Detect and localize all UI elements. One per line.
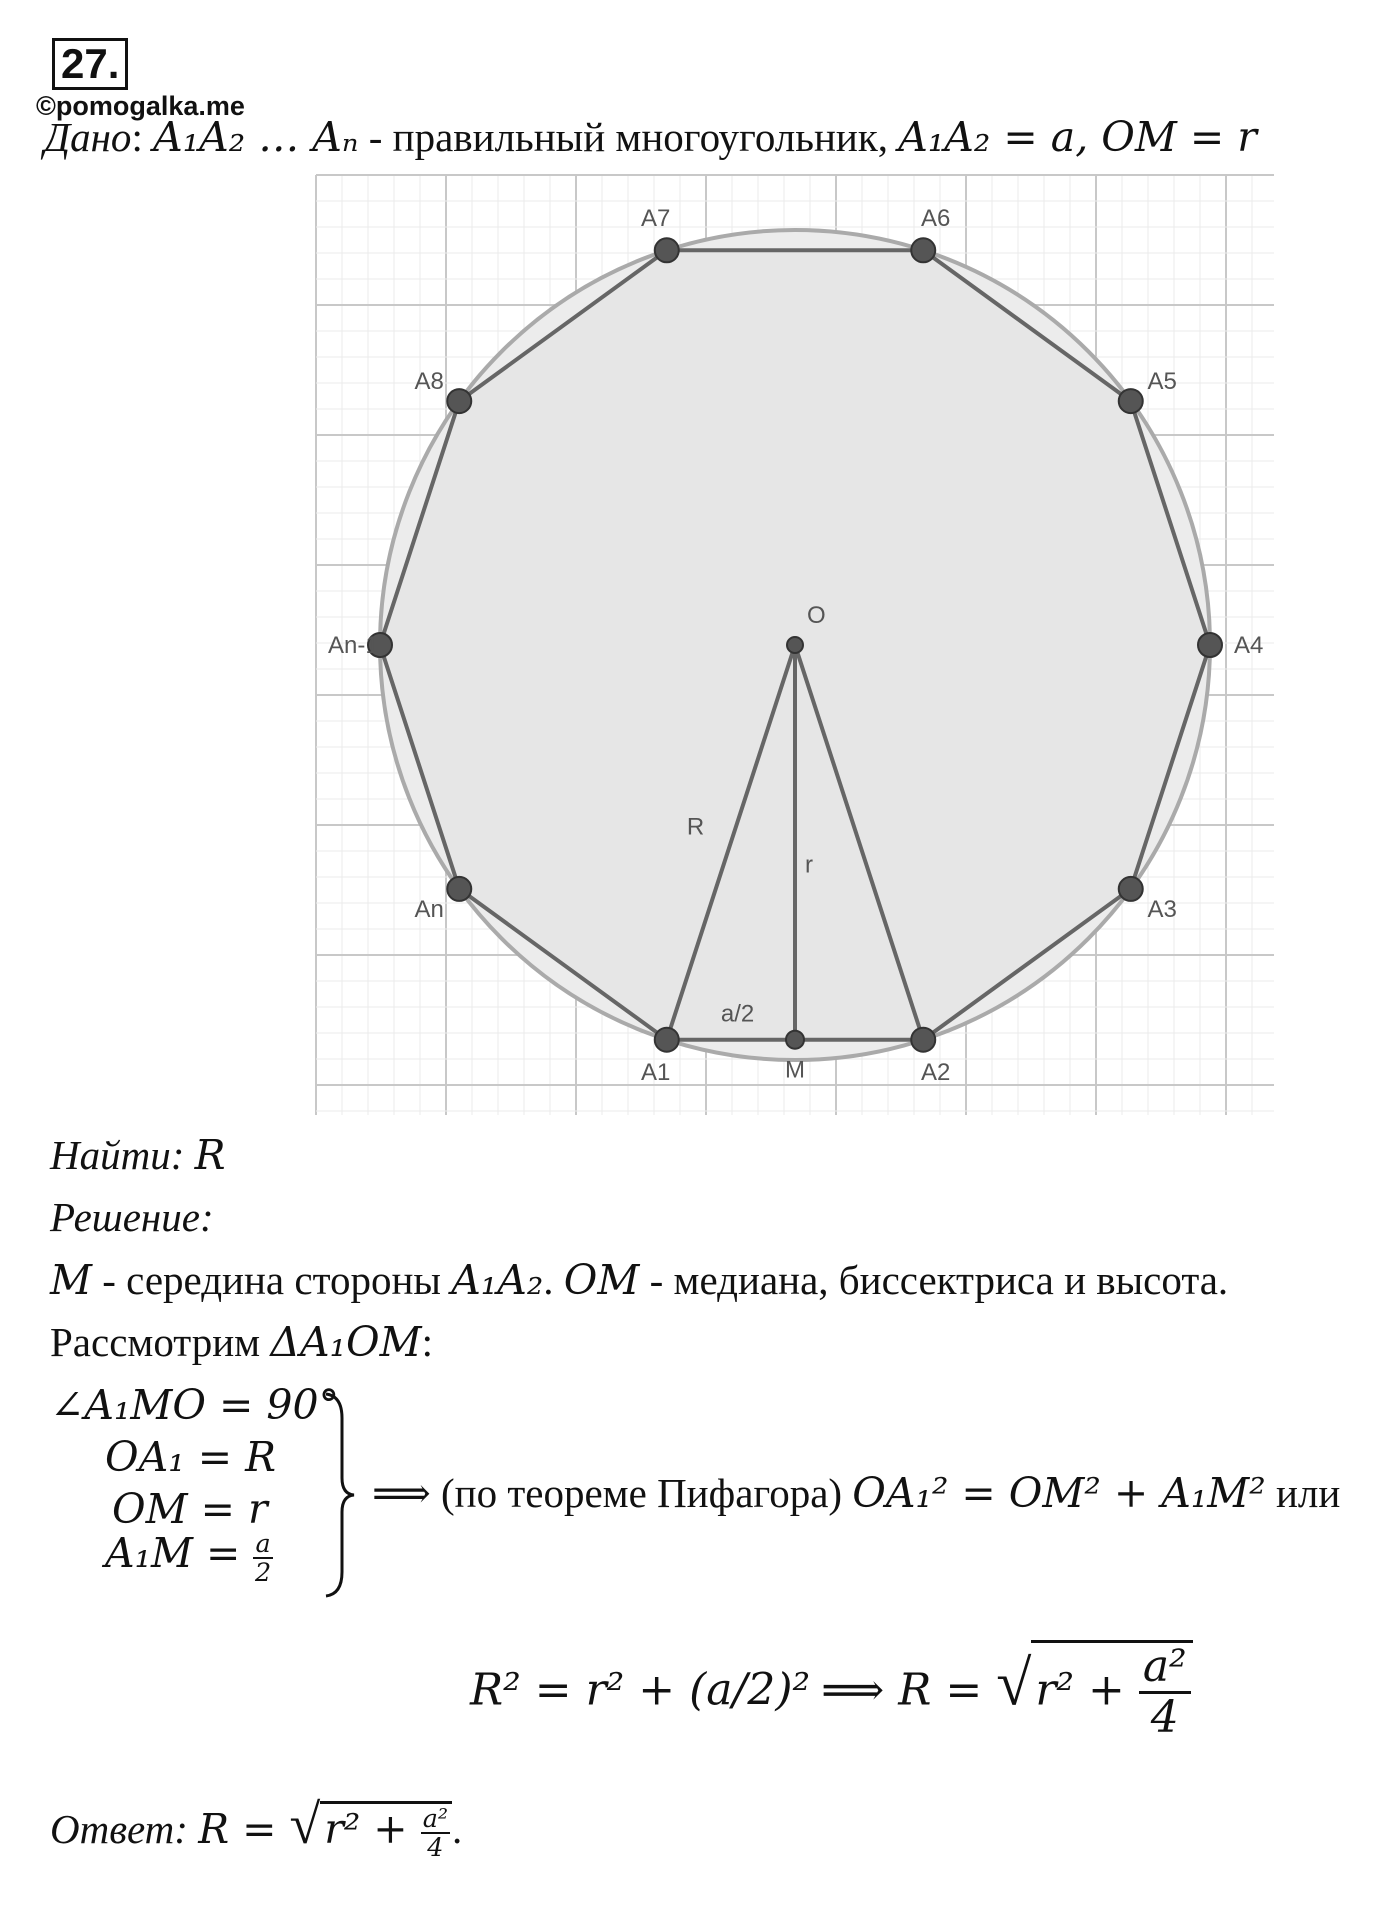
label-a-half: a/2 (720, 1000, 755, 1028)
vertex-label: An-1 (328, 632, 379, 659)
label-r: r (805, 851, 813, 879)
system-line-4 (105, 1528, 273, 1585)
fraction-a2: a² (1139, 1643, 1191, 1694)
system-line-3 (112, 1484, 268, 1534)
sqrt-sign: √ (996, 1647, 1032, 1719)
text-pythagoras: ⟹ (по теореме Пифагора) (372, 1470, 853, 1516)
find-line: Найти: R (50, 1131, 226, 1179)
answer-period: . (452, 1806, 463, 1852)
om-condition: OM = r (112, 1485, 268, 1533)
text-midpoint: - середина стороны (91, 1257, 452, 1303)
given-line: Дано: A₁A₂ … Aₙ - правильный многоугольник, A₁A₂ = a, OM = r (44, 113, 1257, 161)
radicand-r2: r² + (1035, 1664, 1139, 1716)
text-median: - медиана, биссектриса и высота. (639, 1257, 1229, 1303)
fraction-denominator: 2 (254, 1556, 272, 1587)
vertex-point (1119, 389, 1143, 413)
label-M: M (785, 1056, 805, 1084)
center-point (787, 637, 803, 653)
vertex-point (911, 1028, 935, 1052)
answer-fraction-num: a² (422, 1802, 449, 1833)
fraction-a-half (253, 1527, 272, 1587)
text-or: или (1265, 1470, 1341, 1516)
system-brace (322, 1390, 358, 1600)
given-polygon: A₁A₂ … Aₙ (153, 113, 359, 161)
vertex-label: A1 (641, 1059, 671, 1086)
vertex-point (655, 1028, 679, 1052)
text-consider: Рассмотрим (50, 1319, 271, 1365)
system-line-2 (105, 1432, 276, 1482)
solution-label: Решение (50, 1194, 200, 1240)
find-label: Найти (50, 1132, 171, 1178)
given-text: - правильный многоугольник, (358, 114, 899, 160)
vertex-label: A2 (921, 1059, 951, 1086)
equation-left: R² = r² + (a/2)² (470, 1664, 811, 1716)
vertex-point (447, 877, 471, 901)
midpoint-M (786, 1031, 804, 1049)
polygon-figure (300, 165, 1290, 1125)
answer-lhs: R = (198, 1805, 290, 1853)
main-equation (470, 1640, 1193, 1743)
vertex-point (1198, 633, 1222, 657)
pythagoras-formula: OA₁² = OM² + A₁M² (852, 1469, 1266, 1517)
answer-fraction (421, 1802, 450, 1862)
sqrt-radicand (1031, 1640, 1192, 1743)
solution-line-2 (50, 1317, 433, 1367)
text-colon: : (421, 1319, 434, 1365)
triangle-A1OM: ΔA₁OM (270, 1318, 422, 1366)
vertex-point (911, 238, 935, 262)
oa1-condition: OA₁ = R (105, 1433, 276, 1481)
vertex-point (655, 238, 679, 262)
fraction-numerator: a (255, 1527, 271, 1558)
vertex-point (447, 389, 471, 413)
label-O: O (807, 602, 826, 629)
vertex-label: A5 (1147, 368, 1177, 396)
vertex-label: An (414, 895, 444, 923)
vertex-label: A6 (921, 205, 951, 232)
system-line-1 (50, 1380, 339, 1430)
answer-fraction-den: 4 (427, 1831, 444, 1862)
answer-radicand (320, 1801, 452, 1860)
pythagoras-line (372, 1468, 1340, 1518)
answer-line (50, 1794, 463, 1862)
given-label: Дано (44, 114, 132, 160)
fraction-4: 4 (1150, 1692, 1179, 1744)
segment-OM-text: OM (563, 1256, 640, 1304)
side-A1A2: A₁A₂ (451, 1256, 544, 1304)
answer-label: Ответ: (50, 1806, 188, 1852)
equation-implies: ⟹ R = (821, 1664, 997, 1716)
problem-number: 27. (52, 38, 128, 90)
given-conditions: A₁A₂ = a, OM = r (898, 113, 1257, 161)
answer-r2: r² + (324, 1805, 421, 1853)
a1m-condition: A₁M = (105, 1529, 254, 1577)
text-period: . (543, 1257, 564, 1303)
angle-condition: ∠A₁MO = 90° (50, 1381, 340, 1429)
vertex-label: A7 (641, 205, 671, 232)
vertex-label: A8 (414, 368, 444, 396)
find-value: R (194, 1131, 226, 1179)
vertex-point (1119, 877, 1143, 901)
solution-line-1 (50, 1255, 1228, 1305)
answer-sqrt-sign: √ (289, 1794, 321, 1856)
watermark: ©pomogalka.me (36, 91, 245, 121)
vertex-label: A4 (1234, 632, 1264, 659)
solution-label-line: Решение: (50, 1194, 214, 1240)
fraction-a2-4 (1139, 1643, 1191, 1743)
vertex-label: A3 (1147, 895, 1177, 923)
point-M: M (50, 1256, 92, 1304)
label-R: R (686, 813, 705, 841)
